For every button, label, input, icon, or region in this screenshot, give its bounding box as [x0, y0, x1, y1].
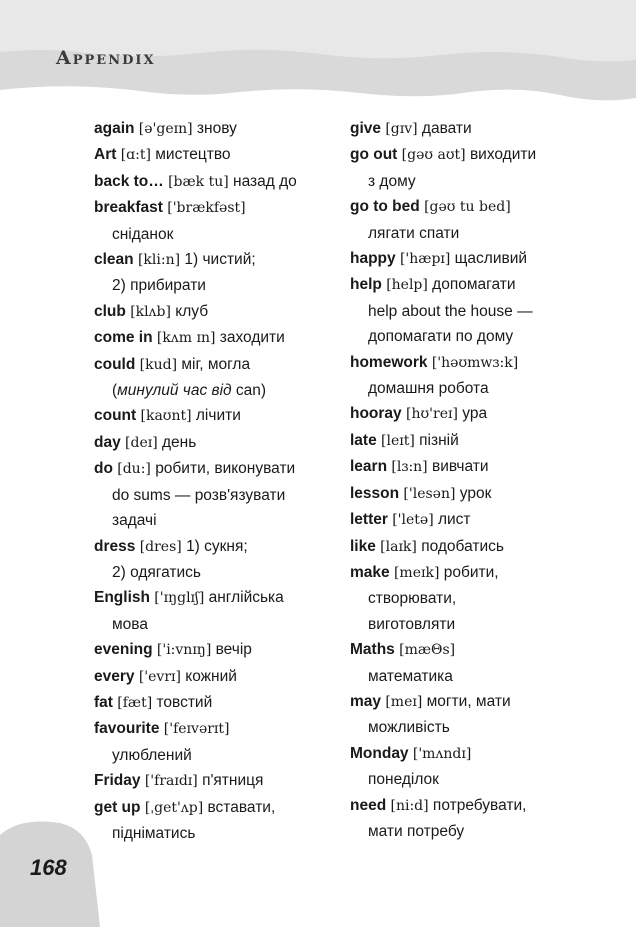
entry-line: [94, 169, 339, 195]
entry-transcription: [gəʊ tu bed]: [424, 199, 511, 216]
entry-word: go to bed: [350, 198, 420, 216]
entry-definition: назад до: [233, 172, 297, 190]
glossary-entry: [94, 430, 339, 456]
entry-transcription: ['lesən]: [403, 485, 456, 502]
entry-definition: 1) сукня;: [186, 537, 248, 555]
entry-line: [94, 142, 339, 168]
entry-line: [94, 403, 339, 429]
entry-transcription: [kaʊnt]: [140, 408, 192, 425]
entry-definition: улюблений: [112, 746, 192, 764]
entry-line: [94, 116, 339, 142]
entry-line: [94, 534, 339, 560]
entry-word: back to…: [94, 172, 164, 190]
entry-continuation: [94, 560, 339, 585]
glossary-entry: [350, 116, 600, 142]
page-number: 168: [30, 855, 67, 880]
entry-continuation: [350, 612, 600, 637]
entry-definition: вставати,: [207, 798, 276, 816]
entry-definition: задачі: [112, 512, 157, 530]
entry-transcription: [fæt]: [117, 694, 153, 711]
entry-note-rest: can): [231, 382, 267, 400]
entry-definition: можливість: [368, 719, 450, 737]
entry-transcription: [du:]: [117, 461, 151, 478]
entry-transcription: [kud]: [139, 356, 178, 373]
entry-word: hooray: [350, 405, 402, 423]
entry-transcription: [klʌb]: [130, 303, 171, 320]
glossary-entry: [94, 116, 339, 142]
entry-word: late: [350, 431, 377, 449]
entry-definition: заходити: [219, 329, 285, 347]
entry-continuation: [350, 376, 600, 401]
entry-line: [94, 585, 339, 611]
entry-line: [350, 142, 600, 168]
entry-definition: виходити: [469, 146, 537, 164]
entry-line: [94, 352, 339, 378]
entry-line: [94, 299, 339, 325]
entry-line: [350, 428, 600, 454]
entry-continuation: [350, 767, 600, 792]
entry-transcription: [hʊ'reɪ]: [406, 406, 458, 423]
entry-line: [350, 401, 600, 427]
entry-word: homework: [350, 353, 428, 371]
glossary-entry: [94, 534, 339, 586]
glossary-entry: [350, 793, 600, 845]
glossary-entry: [94, 142, 339, 168]
glossary-entry: [350, 637, 600, 689]
entry-word: happy: [350, 250, 396, 268]
entry-continuation: [94, 222, 339, 247]
entry-continuation: [94, 743, 339, 768]
entry-note-open: (: [112, 382, 118, 400]
glossary-entry: [94, 195, 339, 247]
entry-line: [94, 456, 339, 482]
glossary-entry: [350, 560, 600, 637]
entry-continuation: [350, 664, 600, 689]
entry-transcription: [ɑ:t]: [120, 147, 151, 164]
entry-word: fat: [94, 693, 113, 711]
glossary-entry: [94, 456, 339, 533]
entry-line: [350, 246, 600, 272]
entry-word: do: [94, 460, 113, 478]
entry-line: [350, 194, 600, 220]
entry-definition: урок: [459, 484, 492, 502]
entry-definition: лист: [437, 511, 471, 529]
entry-transcription: [gəʊ aʊt]: [401, 147, 466, 164]
entry-definition: п'ятниця: [202, 772, 264, 790]
entry-transcription: ['letə]: [392, 512, 434, 529]
entry-word: favourite: [94, 720, 160, 738]
entry-definition: виготовляти: [368, 615, 456, 633]
glossary-entry: [350, 689, 600, 741]
entry-definition: do sums — розв'язувати: [112, 486, 286, 504]
entry-line: [94, 690, 339, 716]
entry-definition: пізній: [419, 431, 459, 449]
glossary-entry: [350, 272, 600, 349]
entry-transcription: ['evrɪ]: [138, 668, 181, 685]
entry-definition: вивчати: [431, 458, 489, 476]
entry-transcription: [bæk tu]: [168, 173, 229, 190]
entry-word: English: [94, 589, 150, 607]
entry-definition: могти, мати: [426, 692, 511, 710]
entry-definition: клуб: [175, 302, 209, 320]
entry-line: [94, 637, 339, 663]
entry-line: [94, 768, 339, 794]
entry-word: breakfast: [94, 199, 163, 217]
entry-line: [94, 795, 339, 821]
entry-word: make: [350, 563, 390, 581]
entry-definition: 2) прибирати: [112, 277, 206, 295]
entry-continuation: [94, 821, 339, 846]
entry-transcription: ['feɪvərɪt]: [163, 721, 230, 738]
entry-transcription: ['ɪŋglɪʃ]: [154, 590, 205, 607]
entry-continuation: [350, 586, 600, 611]
glossary-entry: [350, 401, 600, 427]
entry-definition: мати потребу: [368, 822, 465, 840]
entry-transcription: ['i:vnɪŋ]: [156, 642, 212, 659]
entry-definition: 2) одягатись: [112, 563, 201, 581]
glossary-entry: [94, 795, 339, 847]
entry-continuation: [94, 508, 339, 533]
entry-definition: міг, могла: [181, 355, 251, 373]
entry-transcription: ['həʊmwɜ:k]: [431, 354, 519, 371]
page-title: Appendix: [56, 47, 156, 69]
entry-transcription: [ə'geɪn]: [138, 121, 193, 137]
entry-line: [350, 481, 600, 507]
entry-definition: потребувати,: [432, 796, 527, 814]
entry-line: [350, 741, 600, 767]
entry-word: every: [94, 667, 135, 685]
entry-word: come in: [94, 329, 153, 347]
entry-continuation: [350, 299, 600, 324]
entry-continuation: [94, 612, 339, 637]
entry-definition: мистецтво: [155, 146, 231, 164]
entry-transcription: [meɪ]: [385, 693, 423, 710]
entry-line: [350, 454, 600, 480]
entry-line: [350, 350, 600, 376]
left-column: [94, 116, 339, 846]
entry-transcription: [kli:n]: [137, 252, 181, 269]
entry-word: give: [350, 120, 382, 137]
entry-continuation: [350, 715, 600, 740]
entry-definition: 1) чистий;: [184, 251, 256, 269]
entry-definition: створювати,: [368, 590, 457, 608]
entry-word: Monday: [350, 744, 409, 762]
glossary-entry: [94, 768, 339, 794]
entry-word: evening: [94, 641, 153, 659]
glossary-entry: [94, 403, 339, 429]
entry-transcription: ['hæpɪ]: [399, 251, 451, 268]
entry-transcription: [gɪv]: [385, 121, 418, 137]
entry-word: learn: [350, 458, 388, 476]
entry-note-italic: минулий час від: [117, 382, 232, 400]
entry-line: [350, 689, 600, 715]
entry-word: count: [94, 407, 137, 425]
entry-transcription: [ni:d]: [390, 797, 429, 814]
entry-transcription: [help]: [386, 277, 428, 294]
entry-definition: вечір: [215, 641, 252, 659]
entry-line: [350, 637, 600, 663]
entry-definition: англійська: [208, 589, 284, 607]
entry-continuation: [94, 483, 339, 508]
entry-transcription: [mæΘs]: [399, 642, 456, 659]
entry-transcription: [laɪk]: [380, 538, 417, 555]
entry-definition: сніданок: [112, 225, 174, 243]
entry-line: [350, 116, 600, 142]
glossary-entry: [350, 481, 600, 507]
entry-continuation: [350, 324, 600, 349]
entry-definition: робити,: [443, 563, 499, 581]
entry-definition: понеділок: [368, 771, 439, 789]
entry-definition: help about the house —: [368, 302, 533, 320]
glossary-entry: [94, 637, 339, 663]
glossary-entry: [94, 716, 339, 768]
entry-transcription: ['mʌndɪ]: [412, 745, 472, 762]
glossary-entry: [94, 169, 339, 195]
entry-definition: підніматись: [112, 824, 196, 842]
glossary-entry: [350, 534, 600, 560]
entry-transcription: [ˌget'ʌp]: [144, 799, 204, 816]
entry-line: [94, 247, 339, 273]
entry-definition: допомагати: [432, 276, 516, 294]
entry-word: may: [350, 692, 382, 710]
entry-transcription: [deɪ]: [125, 434, 158, 451]
entry-line: [350, 793, 600, 819]
entry-transcription: ['fraɪdɪ]: [144, 773, 198, 790]
entry-word: clean: [94, 251, 134, 269]
entry-word: help: [350, 276, 382, 294]
entry-definition: подобатись: [421, 537, 504, 555]
entry-line: [94, 195, 339, 221]
entry-transcription: ['brækfəst]: [167, 200, 246, 217]
glossary-entry: [350, 246, 600, 272]
glossary-entry: [94, 325, 339, 351]
entry-definition: день: [162, 433, 197, 451]
right-column: [350, 116, 600, 844]
entry-continuation: [94, 273, 339, 298]
entry-line: [350, 272, 600, 298]
entry-word: Maths: [350, 641, 395, 659]
entry-transcription: [lɜ:n]: [391, 459, 428, 476]
entry-continuation: [350, 169, 600, 194]
entry-word: Art: [94, 146, 117, 164]
glossary-entry: [350, 350, 600, 402]
entry-definition: робити, виконувати: [155, 460, 296, 478]
glossary-entry: [94, 352, 339, 404]
entry-continuation: [350, 221, 600, 246]
entry-word: day: [94, 433, 121, 451]
entry-definition: знову: [196, 120, 237, 137]
entry-line: [350, 534, 600, 560]
entry-definition: лягати спати: [368, 224, 460, 242]
entry-definition: з дому: [368, 172, 416, 190]
glossary-entry: [94, 664, 339, 690]
entry-word: lesson: [350, 484, 400, 502]
glossary-entry: [94, 247, 339, 299]
entry-definition: товстий: [156, 693, 213, 711]
glossary-entry: [350, 741, 600, 793]
entry-definition: щасливий: [454, 250, 528, 268]
entry-definition: мова: [112, 615, 148, 633]
entry-line: [94, 716, 339, 742]
entry-line: [94, 325, 339, 351]
glossary-entry: [350, 194, 600, 246]
entry-word: like: [350, 537, 376, 555]
glossary-entry: [94, 585, 339, 637]
entry-definition: математика: [368, 667, 453, 685]
entry-definition: ура: [462, 405, 488, 423]
entry-line: [350, 507, 600, 533]
entry-definition: кожний: [185, 667, 237, 685]
glossary-entry: [350, 507, 600, 533]
entry-word: club: [94, 302, 126, 320]
entry-definition: домашня робота: [368, 380, 489, 398]
entry-line: [94, 430, 339, 456]
entry-definition: лічити: [195, 407, 241, 425]
entry-continuation: [350, 819, 600, 844]
glossary-entry: [350, 454, 600, 480]
glossary-entry: [94, 690, 339, 716]
entry-word: again: [94, 120, 135, 137]
entry-definition: давати: [421, 120, 472, 137]
glossary-entry: [350, 142, 600, 194]
entry-transcription: [meɪk]: [393, 564, 440, 581]
entry-definition: допомагати по дому: [368, 328, 514, 346]
entry-continuation: [94, 378, 339, 403]
entry-word: could: [94, 355, 136, 373]
entry-word: go out: [350, 146, 398, 164]
entry-transcription: [leɪt]: [381, 432, 415, 449]
glossary-entry: [350, 428, 600, 454]
entry-word: need: [350, 796, 387, 814]
entry-line: [94, 664, 339, 690]
entry-word: dress: [94, 537, 136, 555]
entry-word: Friday: [94, 772, 141, 790]
entry-word: letter: [350, 511, 388, 529]
entry-line: [350, 560, 600, 586]
entry-word: get up: [94, 798, 141, 816]
entry-transcription: [kʌm ɪn]: [156, 330, 216, 347]
entry-transcription: [dres]: [139, 538, 182, 555]
glossary-entry: [94, 299, 339, 325]
